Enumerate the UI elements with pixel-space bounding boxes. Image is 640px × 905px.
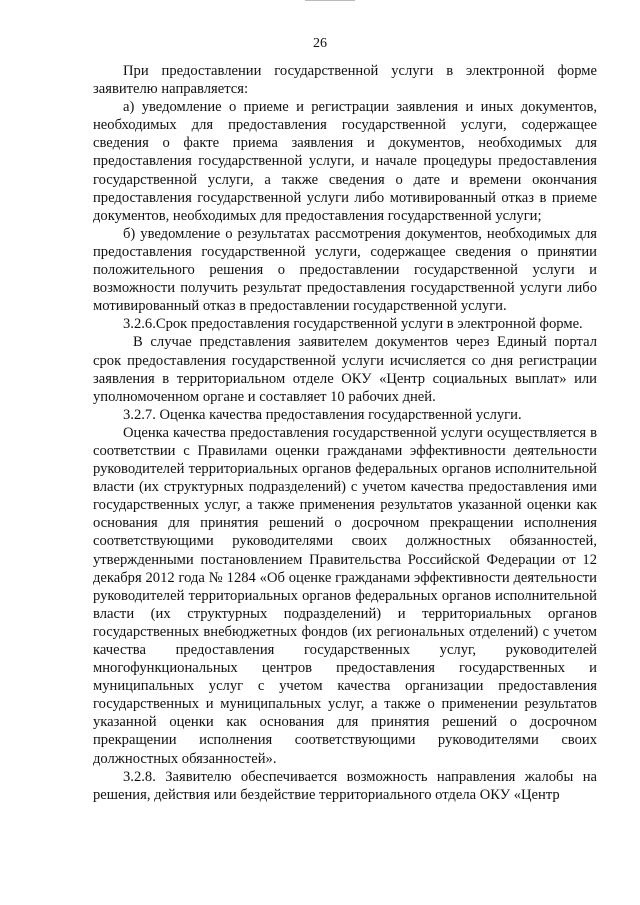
paragraph-item-b-result-notice: б) уведомление о результатах рассмотрения документов, необходимых для предоставления государственной услуги, содержащее сведения о принятии положительного решения о предоставлении государственной услуги и возможности получить результат предоставления государственной услуги либо мотивированный отказ в предоставлении государственной услуги.: [93, 225, 597, 315]
paragraph-quality-assessment: Оценка качества предоставления государственной услуги осуществляется в соответствии с Правилами оценки гражданами эффективности деятельности руководителей территориальных органов федеральных органов исполнительной власти (их структурных подразделений) с учетом качества предоставления ими государственных услуг, а также применения результатов указанной оценки как основания для принятия решений о досрочном прекращении исполнения соответствующими руководителями своих должностных обязанностей, утвержденными постановлением Правительства Российской Федерации от 12 декабря 2012 года № 1284 «Об оценке гражданами эффективности деятельности руководителей территориальных органов федеральных органов исполнительной власти (их структурных подразделений) и территориальных органов государственных внебюджетных фондов (их региональных отделений) с учетом качества предоставления государственных услуг, руководителей многофункциональных центров предоставления государственных и муниципальных услуг с учетом качества организации предоставления государственных и муниципальных услуг, а также о применении результатов указанной оценки как основания для принятия решений о досрочном прекращении исполнения соответствующими руководителями своих должностных обязанностей».: [93, 424, 597, 767]
document-body: [93, 62, 597, 804]
paragraph-electronic-form-intro: При предоставлении государственной услуги в электронной форме заявителю направляется:: [93, 63, 597, 98]
paragraph-section-3-2-6-heading: 3.2.6.Срок предоставления государственной услуги в электронной форме.: [123, 316, 583, 333]
paragraph-unified-portal-term: В случае представления заявителем документов через Единый портал срок предоставления государственной услуги исчисляется со дня регистрации заявления в территориальном отделе ОКУ «Центр социальных выплат» или уполномоченном органе и составляет 10 рабочих дней.: [93, 334, 597, 405]
page-top-edge-mark: [305, 0, 355, 4]
paragraph-section-3-2-7-heading: 3.2.7. Оценка качества предоставления государственной услуги.: [123, 406, 522, 423]
paragraph-item-a-receipt-notice: а) уведомление о приеме и регистрации заявления и иных документов, необходимых для предоставления государственной услуги, содержащее сведения о факте приема заявления и документов, необходимых для предоставления государственной услуги, и начале процедуры предоставления государственной услуги, а также сведения о дате и времени окончания предоставления государственной услуги либо мотивированный отказ в приеме документов, необходимых для предоставления государственной услуги;: [93, 99, 597, 224]
paragraph-section-3-2-8-complaint: 3.2.8. Заявителю обеспечивается возможность направления жалобы на решения, действия или бездействие территориального отдела ОКУ «Центр: [93, 768, 597, 803]
page-number: 26: [313, 36, 327, 51]
